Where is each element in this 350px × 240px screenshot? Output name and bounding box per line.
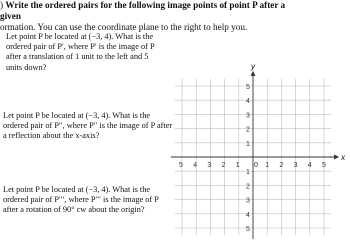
x-axis-arrow	[334, 155, 339, 160]
y-tick-label: 3	[246, 112, 250, 120]
instructions-prefix: )	[0, 0, 6, 10]
y-tick-label: 2	[246, 183, 250, 191]
x-tick-label: 1	[265, 162, 270, 169]
instructions-line2: ormation. You can use the coordinate plane to the right to help you.	[0, 22, 248, 32]
y-tick-label: 4	[246, 211, 250, 219]
y-tick-label: 5	[246, 226, 250, 233]
question-2: Let point P be located at (−3, 4). What is the ordered pair of P′′, where P′′ is the image of P after a reflection about the x-axis?	[3, 111, 173, 141]
instructions-title: Write the ordered pairs for the following image points of point P after a given	[0, 0, 286, 21]
x-tick-label: 4	[193, 162, 198, 169]
y-tick-label: 4	[246, 98, 250, 106]
y-tick-label: 2	[246, 126, 250, 134]
y-tick-label: 1	[246, 140, 250, 148]
question-3: Let point P be located at (−3, 4). What is the ordered pair of P′′′, where P′′′ is the image of P after a rotation of 90° cw about the origin?	[3, 185, 159, 215]
x-tick-label: 3	[293, 162, 298, 169]
x-tick-label: 0	[254, 162, 258, 169]
x-tick-label: 2	[221, 162, 226, 169]
x-tick-label: 5	[179, 162, 183, 169]
y-axis-arrow	[251, 71, 256, 76]
instructions-header	[0, 0, 300, 33]
x-tick-label: 4	[307, 162, 312, 169]
x-tick-label: 1	[235, 162, 240, 169]
x-tick-label: 3	[207, 162, 212, 169]
x-tick-label: 2	[279, 162, 284, 169]
y-tick-label: 1	[246, 169, 250, 177]
y-tick-label: 5	[246, 84, 250, 91]
y-axis-label: y	[251, 61, 255, 71]
x-tick-label: 5	[322, 162, 326, 169]
question-1: Let point P be located at (−3, 4). What is the ordered pair of P′, where P′ is the image of P after a translation of 1 unit to the left and 5 units down?	[6, 32, 155, 72]
x-axis-label: x	[341, 153, 346, 162]
y-tick-label: 3	[246, 197, 250, 205]
